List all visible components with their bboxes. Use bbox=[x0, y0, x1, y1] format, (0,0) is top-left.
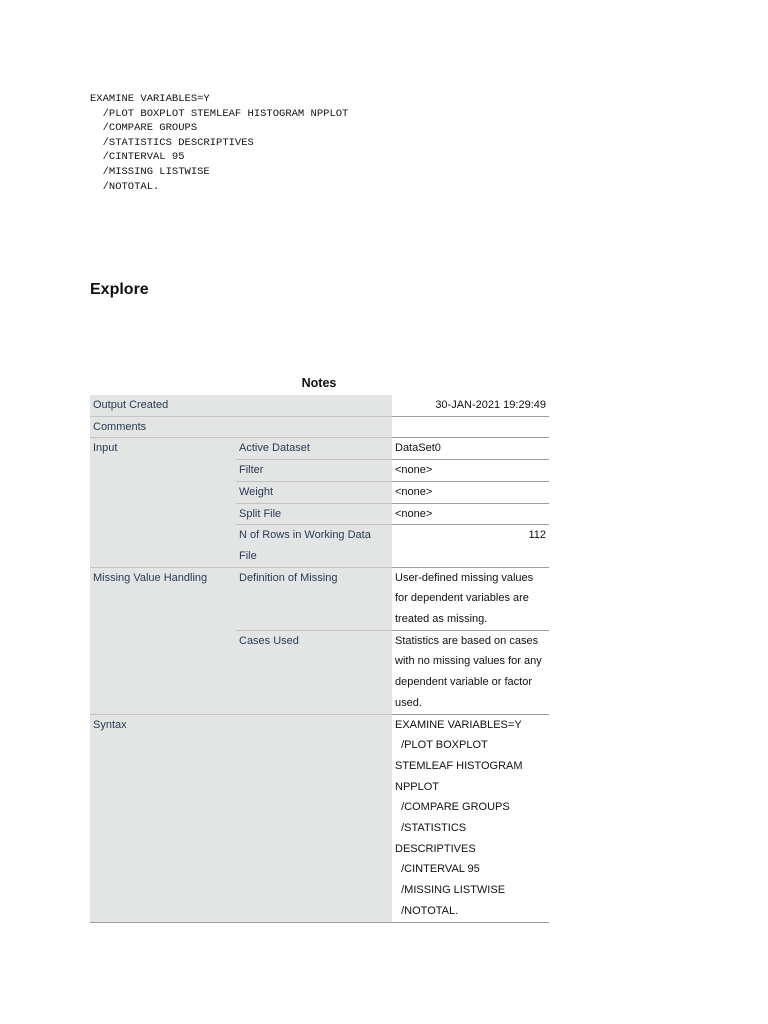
syntax-code-block: EXAMINE VARIABLES=Y /PLOT BOXPLOT STEMLEAF HISTOGRAM NPPLOT /COMPARE GROUPS /STATISTICS DESCRIPTIVES /CINTERVAL 95 /MISSING LISTWISE /NOTOTAL. bbox=[90, 93, 349, 193]
notes-table bbox=[90, 395, 549, 923]
definition-missing-label: Definition of Missing bbox=[236, 567, 392, 630]
table-row-output-created bbox=[90, 395, 549, 416]
syntax-value: EXAMINE VARIABLES=Y /PLOT BOXPLOT STEMLEAF HISTOGRAM NPPLOT /COMPARE GROUPS /STATISTICS DESCRIPTIVES /CINTERVAL 95 /MISSING LISTWISE /NOTOTAL. bbox=[392, 714, 549, 922]
table-row-definition-missing bbox=[90, 567, 549, 630]
table-row-syntax bbox=[90, 714, 549, 922]
syntax-label: Syntax bbox=[90, 714, 392, 922]
table-row-active-dataset bbox=[90, 438, 549, 460]
n-rows-value: 112 bbox=[392, 525, 549, 567]
filter-value: <none> bbox=[392, 460, 549, 482]
table-row-comments bbox=[90, 416, 549, 438]
filter-label: Filter bbox=[236, 460, 392, 482]
input-label: Input bbox=[90, 438, 236, 567]
comments-value bbox=[392, 416, 549, 438]
explore-heading: Explore bbox=[90, 281, 149, 298]
weight-value: <none> bbox=[392, 481, 549, 503]
cases-used-label: Cases Used bbox=[236, 630, 392, 714]
split-file-label: Split File bbox=[236, 503, 392, 525]
split-file-value: <none> bbox=[392, 503, 549, 525]
n-rows-label: N of Rows in Working Data File bbox=[236, 525, 392, 567]
weight-label: Weight bbox=[236, 481, 392, 503]
output-created-value: 30-JAN-2021 19:29:49 bbox=[392, 395, 549, 416]
cases-used-value: Statistics are based on cases with no missing values for any dependent variable or factor used. bbox=[392, 630, 549, 714]
active-dataset-label: Active Dataset bbox=[236, 438, 392, 460]
comments-label: Comments bbox=[90, 416, 392, 438]
missing-handling-label: Missing Value Handling bbox=[90, 567, 236, 714]
notes-table-title: Notes bbox=[301, 376, 337, 390]
active-dataset-value: DataSet0 bbox=[392, 438, 549, 460]
definition-missing-value: User-defined missing values for dependent variables are treated as missing. bbox=[392, 567, 549, 630]
output-created-label: Output Created bbox=[90, 395, 392, 416]
